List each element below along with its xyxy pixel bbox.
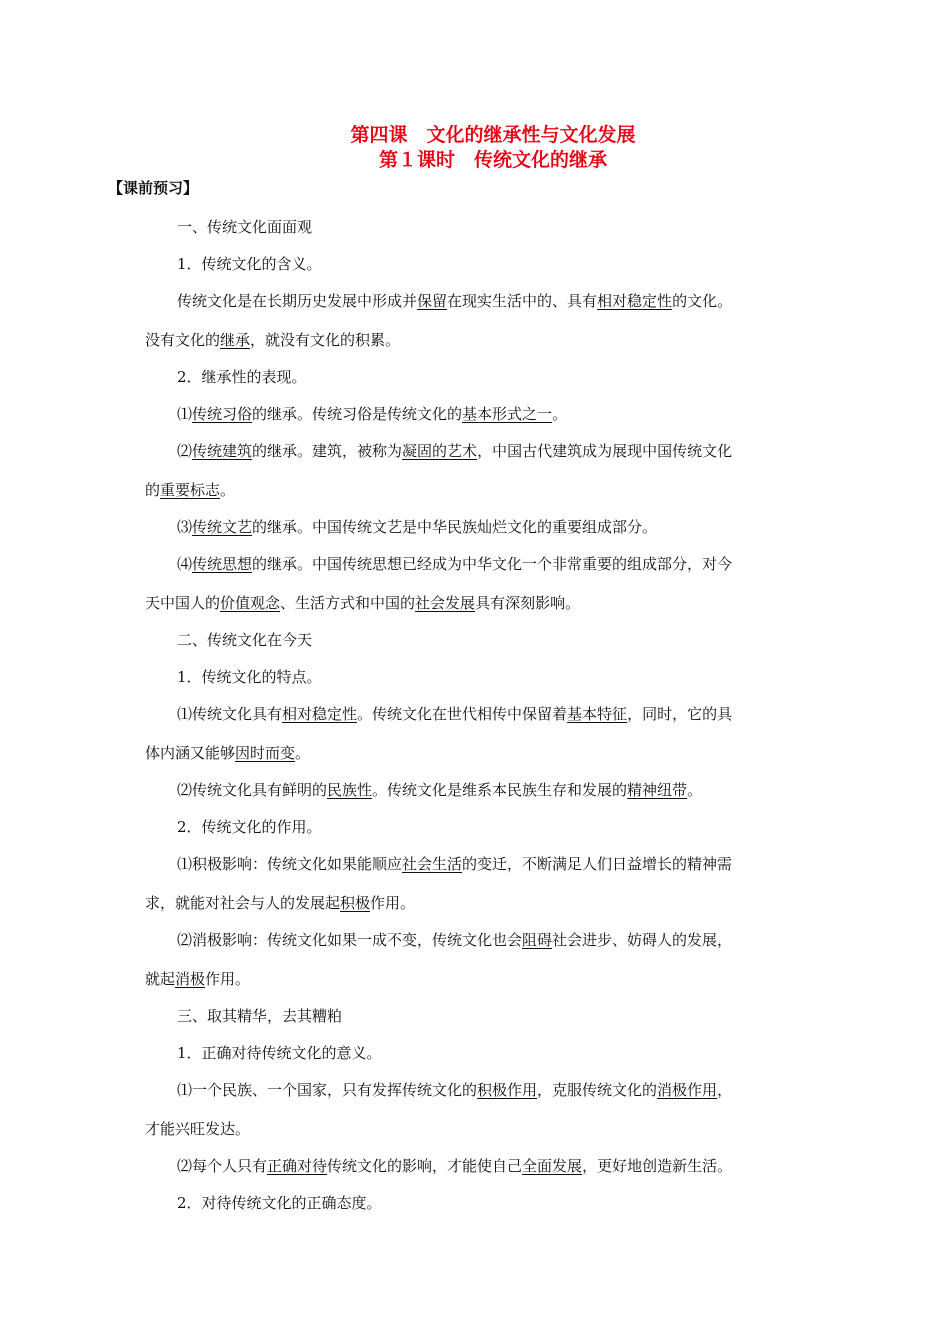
lesson-subtitle: 第１课时 传统文化的继承 <box>378 149 607 171</box>
underlined-answer: 传统思想 <box>192 555 253 573</box>
line-text: 。传统文化在世代相传中保留着 <box>357 705 568 723</box>
line-text: 2．传统文化的作用。 <box>177 818 322 836</box>
underlined-answer: 传统文艺 <box>192 518 253 536</box>
line-text: 的 <box>145 481 161 499</box>
line-text: ⑷ <box>177 555 193 573</box>
text-line <box>145 592 580 614</box>
underlined-answer: 相对稳定性 <box>282 705 358 723</box>
text-line <box>177 366 307 388</box>
line-text: 的继承。建筑，被称为 <box>252 442 403 460</box>
line-text: 的文化。 <box>672 292 733 310</box>
underlined-answer: 阻碍 <box>522 931 553 949</box>
line-text: 2．对待传统文化的正确态度。 <box>177 1194 382 1212</box>
line-text: 传统文化的影响，才能使自己 <box>327 1157 523 1175</box>
text-line <box>177 216 312 238</box>
text-line <box>177 1079 732 1101</box>
line-text: 二、传统文化在今天 <box>177 631 313 649</box>
underlined-answer: 保留 <box>417 292 448 310</box>
line-text: ⑵每个人只有 <box>177 1157 268 1175</box>
lesson-title: 第四课 文化的继承性与文化发展 <box>350 124 636 146</box>
line-text: ，更好地创造新生活。 <box>582 1157 733 1175</box>
underlined-answer: 重要标志 <box>160 481 221 499</box>
line-text: 作用。 <box>370 894 416 912</box>
underlined-answer: 基本形式之一 <box>462 405 553 423</box>
line-text: ⑴ <box>177 405 193 423</box>
line-text: 的继承。中国传统文艺是中华民族灿烂文化的重要组成部分。 <box>252 518 658 536</box>
underlined-answer: 消极 <box>175 970 206 988</box>
line-text: 具有深刻影响。 <box>475 594 581 612</box>
text-line <box>177 666 322 688</box>
text-line <box>145 329 400 351</box>
text-line <box>177 253 322 275</box>
line-text: ⑴传统文化具有 <box>177 705 283 723</box>
text-line <box>145 968 250 990</box>
underlined-answer: 精神纽带 <box>627 781 688 799</box>
line-text: 、生活方式和中国的 <box>280 594 416 612</box>
text-line <box>177 516 657 538</box>
text-line <box>145 892 415 914</box>
line-text: 。传统文化是维系本民族生存和发展的 <box>372 781 628 799</box>
line-text: 求，就能对社会与人的发展起 <box>145 894 341 912</box>
line-text: ，中国古代建筑成为展现中国传统文化 <box>477 442 733 460</box>
underlined-answer: 凝固的艺术 <box>402 442 478 460</box>
underlined-answer: 积极 <box>340 894 371 912</box>
line-text: ⑵ <box>177 442 193 460</box>
line-text: 传统文化是在长期历史发展中形成并 <box>177 292 418 310</box>
text-line <box>145 1118 250 1140</box>
underlined-answer: 消极作用 <box>657 1081 718 1099</box>
line-text: 天中国人的 <box>145 594 221 612</box>
text-line <box>177 1192 382 1214</box>
section-heading: 【课前预习】 <box>108 179 199 197</box>
line-text: 。 <box>687 781 703 799</box>
underlined-answer: 价值观念 <box>220 594 281 612</box>
text-line <box>177 1042 382 1064</box>
text-line <box>177 290 732 312</box>
line-text: 的变迁，不断满足人们日益增长的精神需 <box>462 855 733 873</box>
line-text: 才能兴旺发达。 <box>145 1120 251 1138</box>
line-text: 。 <box>220 481 236 499</box>
underlined-answer: 全面发展 <box>522 1157 583 1175</box>
underlined-answer: 因时而变 <box>235 744 296 762</box>
line-text: 。 <box>295 744 311 762</box>
line-text: ，克服传统文化的 <box>537 1081 658 1099</box>
line-text: 就起 <box>145 970 176 988</box>
line-text: 一、传统文化面面观 <box>177 218 313 236</box>
underlined-answer: 传统习俗 <box>192 405 253 423</box>
line-text: 三、取其精华，去其糟粕 <box>177 1007 343 1025</box>
line-text: ⑶ <box>177 518 193 536</box>
line-text: 1．正确对待传统文化的意义。 <box>177 1044 382 1062</box>
line-text: 的继承。中国传统思想已经成为中华文化一个非常重要的组成部分，对今 <box>252 555 733 573</box>
line-text: ，同时，它的具 <box>627 705 733 723</box>
line-text: ⑵消极影响：传统文化如果一成不变，传统文化也会 <box>177 931 523 949</box>
text-line <box>177 816 322 838</box>
text-line <box>177 1005 342 1027</box>
text-line <box>177 403 567 425</box>
underlined-answer: 相对稳定性 <box>597 292 673 310</box>
line-text: 1．传统文化的含义。 <box>177 255 322 273</box>
text-line <box>177 929 732 951</box>
line-text: 1．传统文化的特点。 <box>177 668 322 686</box>
line-text: ， <box>717 1081 733 1099</box>
text-line <box>177 853 732 875</box>
underlined-answer: 基本特征 <box>567 705 628 723</box>
text-line <box>177 553 732 575</box>
text-line <box>177 779 702 801</box>
line-text: 体内涵又能够 <box>145 744 236 762</box>
text-line <box>177 1155 732 1177</box>
underlined-answer: 社会发展 <box>415 594 476 612</box>
underlined-answer: 继承 <box>220 331 251 349</box>
line-text: 。 <box>552 405 568 423</box>
underlined-answer: 民族性 <box>327 781 373 799</box>
text-line <box>177 440 732 462</box>
text-line <box>145 479 235 501</box>
line-text: 2．继承性的表现。 <box>177 368 307 386</box>
line-text: ，就没有文化的积累。 <box>250 331 401 349</box>
line-text: ⑴一个民族、一个国家，只有发挥传统文化的 <box>177 1081 478 1099</box>
line-text: ⑵传统文化具有鲜明的 <box>177 781 328 799</box>
underlined-answer: 社会生活 <box>402 855 463 873</box>
line-text: 的继承。传统习俗是传统文化的 <box>252 405 463 423</box>
underlined-answer: 正确对待 <box>267 1157 328 1175</box>
line-text: 没有文化的 <box>145 331 221 349</box>
line-text: ⑴积极影响：传统文化如果能顺应 <box>177 855 403 873</box>
line-text: 作用。 <box>205 970 251 988</box>
underlined-answer: 积极作用 <box>477 1081 538 1099</box>
text-line <box>177 629 312 651</box>
underlined-answer: 传统建筑 <box>192 442 253 460</box>
text-line <box>145 742 310 764</box>
text-line <box>177 703 732 725</box>
line-text: 社会进步、妨碍人的发展， <box>552 931 733 949</box>
line-text: 在现实生活中的、具有 <box>447 292 598 310</box>
